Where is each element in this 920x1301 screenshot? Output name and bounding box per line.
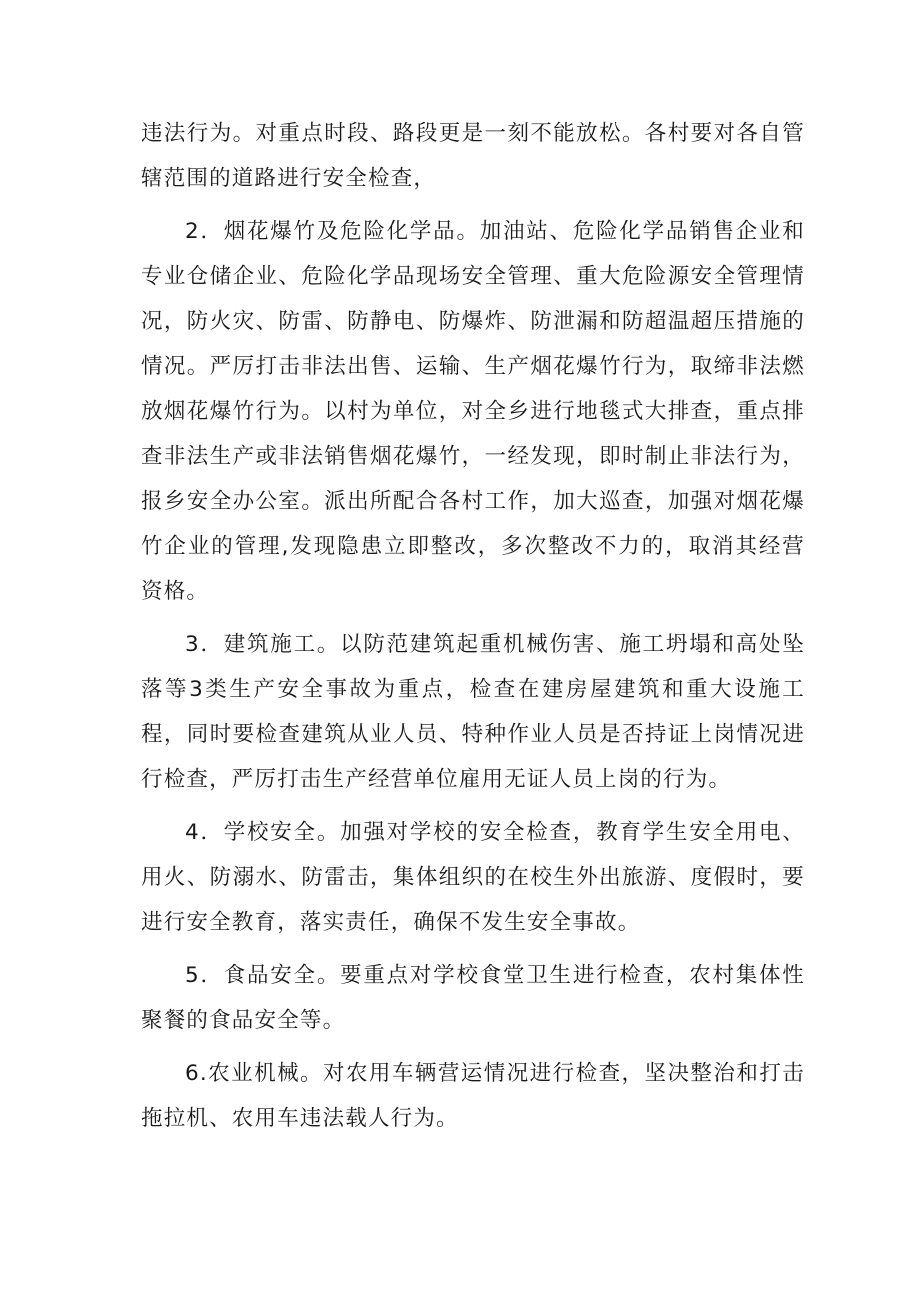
paragraph-construction: 3．建筑施工。以防范建筑起重机械伤害、施工坍塌和高处坠落等3类生产安全事故为重点，检查在建房屋建筑和重大设施工程，同时要检查建筑从业人员、特种作业人员是否持证上岗情况进行检查，严厉打击生产经营单位雇用无证人员上岗的行为。 <box>141 632 805 792</box>
paragraph-school-safety: 4．学校安全。加强对学校的安全检查，教育学生安全用电、用火、防溺水、防雷击，集体组织的在校生外出旅游、度假时，要进行安全教育，落实责任，确保不发生安全事故。 <box>141 820 805 935</box>
document-body <box>141 111 805 1141</box>
paragraph-fireworks-hazardous-chemicals: 2．烟花爆竹及危险化学品。加油站、危险化学品销售企业和专业仓储企业、危险化学品现场安全管理、重大危险源安全管理情况，防火灾、防雷、防静电、防爆炸、防泄漏和防超温超压措施的情况。严厉打击非法出售、运输、生产烟花爆竹行为，取缔非法燃放烟花爆竹行为。以村为单位，对全乡进行地毯式大排查，重点排查非法生产或非法销售烟花爆竹，一经发现，即时制止非法行为，报乡安全办公室。派出所配合各村工作，加大巡查，加强对烟花爆竹企业的管理,发现隐患立即整改，多次整改不力的，取消其经营资格。 <box>141 219 805 604</box>
paragraph-continuation: 违法行为。对重点时段、路段更是一刻不能放松。各村要对各自管辖范围的道路进行安全检查， <box>141 121 805 191</box>
paragraph-agricultural-machinery: 6.农业机械。对农用车辆营运情况进行检查，坚决整治和打击拖拉机、农用车违法载人行为。 <box>141 1061 805 1131</box>
paragraph-food-safety: 5．食品安全。要重点对学校食堂卫生进行检查，农村集体性聚餐的食品安全等。 <box>141 963 805 1033</box>
